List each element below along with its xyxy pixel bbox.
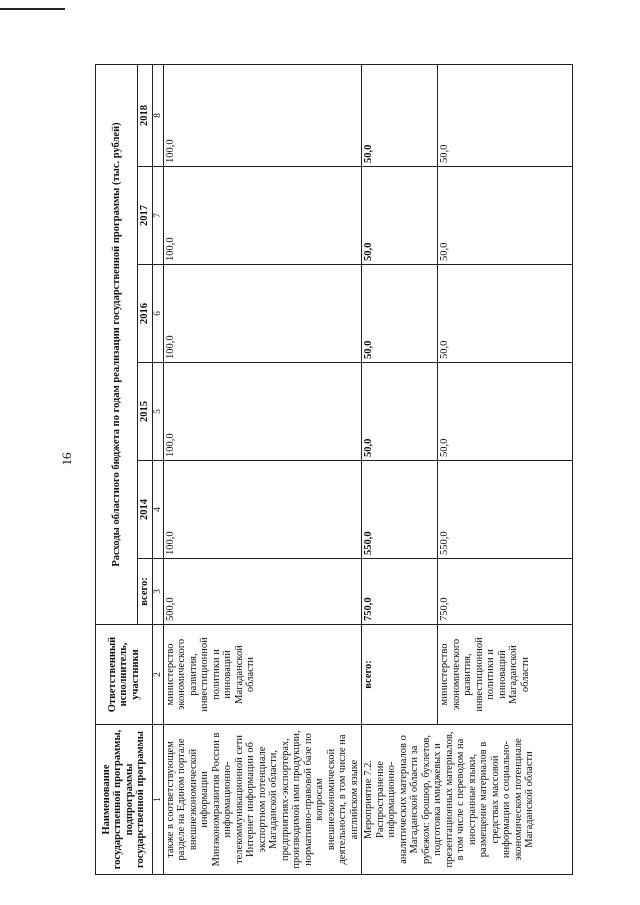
value-2014: 550,0 <box>438 461 573 559</box>
budget-table <box>95 64 573 875</box>
value-2015: 50,0 <box>438 363 573 461</box>
header-total: всего: <box>138 559 153 625</box>
header-rule <box>0 8 65 10</box>
header-year-2017: 2017 <box>138 167 153 265</box>
table-row <box>362 64 438 874</box>
value-2018: 50,0 <box>362 64 438 166</box>
value-2017: 50,0 <box>438 167 573 265</box>
header-year-2014: 2014 <box>138 461 153 559</box>
value-2016: 50,0 <box>438 265 573 363</box>
table-row <box>163 64 362 874</box>
col-index: 3 <box>152 559 163 625</box>
page-number: 16 <box>59 452 74 466</box>
value-2018: 100,0 <box>163 64 362 166</box>
col-index: 2 <box>152 625 163 725</box>
col-index: 4 <box>152 461 163 559</box>
value-total: 750,0 <box>438 559 573 625</box>
col-index: 5 <box>152 363 163 461</box>
value-2017: 100,0 <box>163 167 362 265</box>
col-index: 1 <box>152 725 163 875</box>
col-index: 7 <box>152 167 163 265</box>
header-year-2018: 2018 <box>138 64 153 166</box>
value-total: 500,0 <box>163 559 362 625</box>
value-2018: 50,0 <box>438 64 573 166</box>
executor-cell: министерство экономического развития, инвестиционной политики и инноваций Магаданской области <box>163 625 362 725</box>
value-2014: 550,0 <box>362 461 438 559</box>
value-2016: 100,0 <box>163 265 362 363</box>
col-index: 8 <box>152 64 163 166</box>
header-spend: Расходы областного бюджета по годам реализации государственной программы (тыс. рублей) <box>96 64 138 624</box>
value-2015: 50,0 <box>362 363 438 461</box>
header-program-name: Наименование государственной программы, подпрограммы государственной программы <box>96 725 153 875</box>
budget-table-region <box>95 65 560 875</box>
value-2015: 100,0 <box>163 363 362 461</box>
executor-cell: министерство экономического развития, инвестиционной политики и инноваций Магаданской области <box>438 625 573 725</box>
program-name-cell: Мероприятие 7.2. Распространение информационно-аналитических материалов о Магаданской области за рубежом: брошюр, буклетов, подготовка имиджевых и презентационных материалов, в том числе с переводом на иностранные языки, размещение материалов в средствах массовой информации о социально-экономическом потенциале Магаданской области <box>362 725 573 875</box>
program-name-cell: также в соответствующем разделе на Едином портале внешнеэкономической информации Минэкономразвития России в информационно-телекоммуникационной сети Интернет информации об экспортном потенциале Магаданской области, предприятиях-экспортерах, производимой ими продукции, нормативно-правовой базе по вопросам внешнеэкономической деятельности, в том числе на английском языке <box>163 725 362 875</box>
value-2017: 50,0 <box>362 167 438 265</box>
header-executor: Ответственный исполнитель, участники <box>96 625 153 725</box>
header-year-2015: 2015 <box>138 363 153 461</box>
value-2014: 100,0 <box>163 461 362 559</box>
header-year-2016: 2016 <box>138 265 153 363</box>
executor-cell: всего: <box>362 625 438 725</box>
value-total: 750,0 <box>362 559 438 625</box>
budget-table-rotated <box>95 65 560 875</box>
col-index: 6 <box>152 265 163 363</box>
value-2016: 50,0 <box>362 265 438 363</box>
